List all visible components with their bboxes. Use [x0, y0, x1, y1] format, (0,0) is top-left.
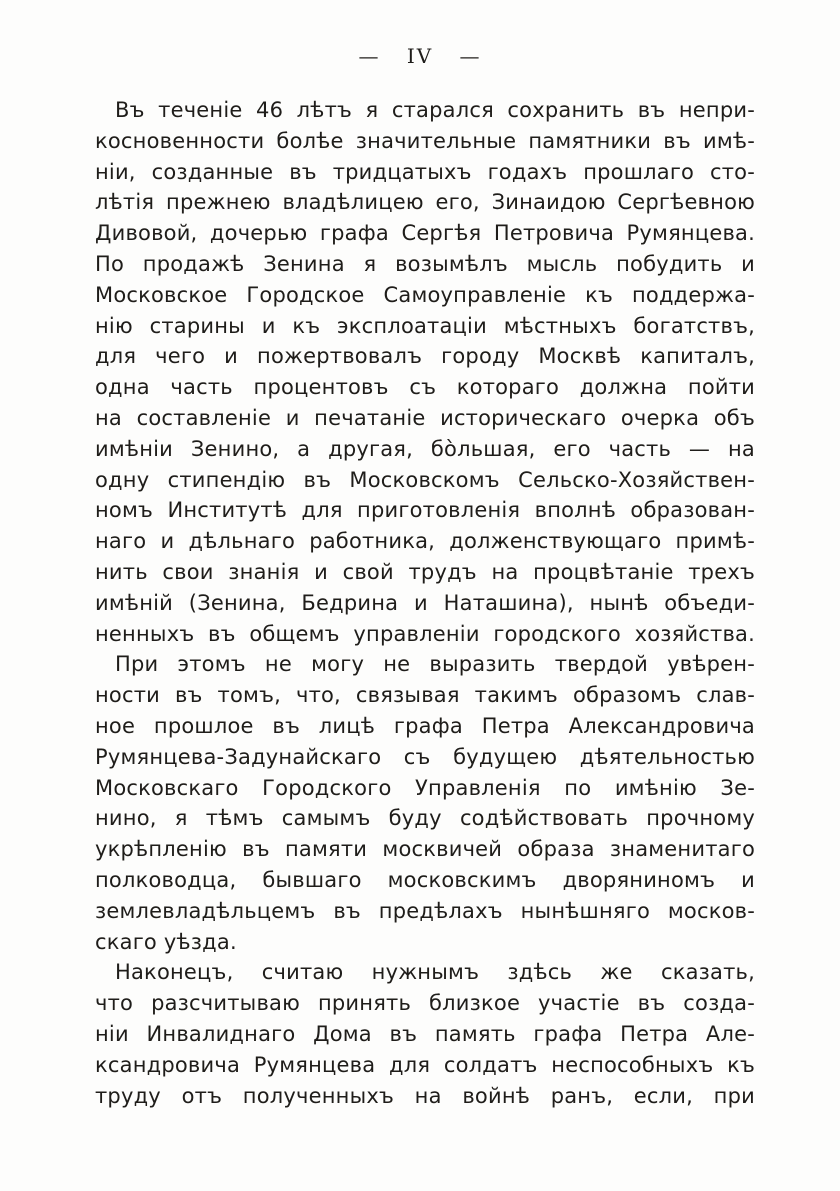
- text-line: косновенности болѣе значительные памятники въ имѣ-: [95, 128, 755, 153]
- page-number-header: — IV —: [358, 44, 482, 68]
- text-line: одну стипендію въ Московскомъ Сельско-Хозяйствен-: [95, 467, 755, 492]
- text-line: ности въ томъ, что, связывая такимъ образомъ слав-: [95, 683, 755, 708]
- text-line: для чего и пожертвовалъ городу Москвѣ капиталъ,: [95, 344, 755, 369]
- text-line: При этомъ не могу не выразить твердой увѣрен-: [115, 652, 755, 677]
- text-line: Въ теченіе 46 лѣтъ я старался сохранить въ непри-: [115, 98, 755, 122]
- text-line: на составленіе и печатаніе историческаго очерка объ: [95, 405, 755, 430]
- text-line: скаго уѣзда.: [95, 929, 237, 954]
- text-line: укрѣпленію въ памяти москвичей образа знаменитаго: [95, 837, 755, 862]
- text-block: [95, 95, 755, 1111]
- text-line: что разсчитываю принять близкое участіе въ созда-: [95, 991, 755, 1016]
- text-line: ніи, созданные въ тридцатыхъ годахъ прошлаго сто-: [95, 159, 755, 184]
- text-line: Румянцева-Задунайскаго съ будущею дѣятельностью: [95, 744, 755, 769]
- text-line: По продажѣ Зенина я возымѣлъ мысль побудить и: [95, 251, 755, 276]
- text-line: полководца, бывшаго московскимъ дворяниномъ и: [95, 867, 755, 892]
- text-line: нить свои знанія и свой трудъ на процвѣтаніе трехъ: [95, 559, 755, 584]
- text-line: наго и дѣльнаго работника, долженствующаго примѣ-: [95, 529, 755, 554]
- text-line: одна часть процентовъ съ котораго должна пойти: [95, 375, 755, 400]
- text-line: Московскаго Городского Управленія по имѣнію Зе-: [95, 775, 755, 800]
- text-line: ксандровича Румянцева для солдатъ неспособныхъ къ: [95, 1052, 755, 1077]
- text-line: ніи Инвалиднаго Дома въ память графа Петра Але-: [95, 1021, 755, 1046]
- text-line: труду отъ полученныхъ на войнѣ ранъ, если, при: [95, 1083, 755, 1108]
- text-line: лѣтія прежнею владѣлицею его, Зинаидою Сергѣевною: [95, 190, 755, 215]
- text-line: ное прошлое въ лицѣ графа Петра Александровича: [95, 713, 755, 738]
- text-line: землевладѣльцемъ въ предѣлахъ нынѣшняго москов-: [95, 898, 755, 923]
- text-line: нію старины и къ эксплоатаціи мѣстныхъ богатствъ,: [95, 313, 755, 338]
- text-line: имѣніи Зенино, а другая, бо̀льшая, его часть — на: [95, 436, 755, 461]
- text-line: ненныхъ въ общемъ управленіи городского хозяйства.: [95, 621, 755, 646]
- text-line: Московское Городское Самоуправленіе къ поддержа-: [95, 282, 755, 307]
- text-line: Дивовой, дочерью графа Сергѣя Петровича Румянцева.: [95, 221, 755, 246]
- text-line: нино, я тѣмъ самымъ буду содѣйствовать прочному: [95, 806, 755, 831]
- text-line: имѣній (Зенина, Бедрина и Наташина), нынѣ объеди-: [95, 590, 755, 615]
- text-line: номъ Институтѣ для приготовленія вполнѣ образован-: [95, 498, 755, 523]
- text-line: Наконецъ, считаю нужнымъ здѣсь же сказать,: [115, 960, 755, 985]
